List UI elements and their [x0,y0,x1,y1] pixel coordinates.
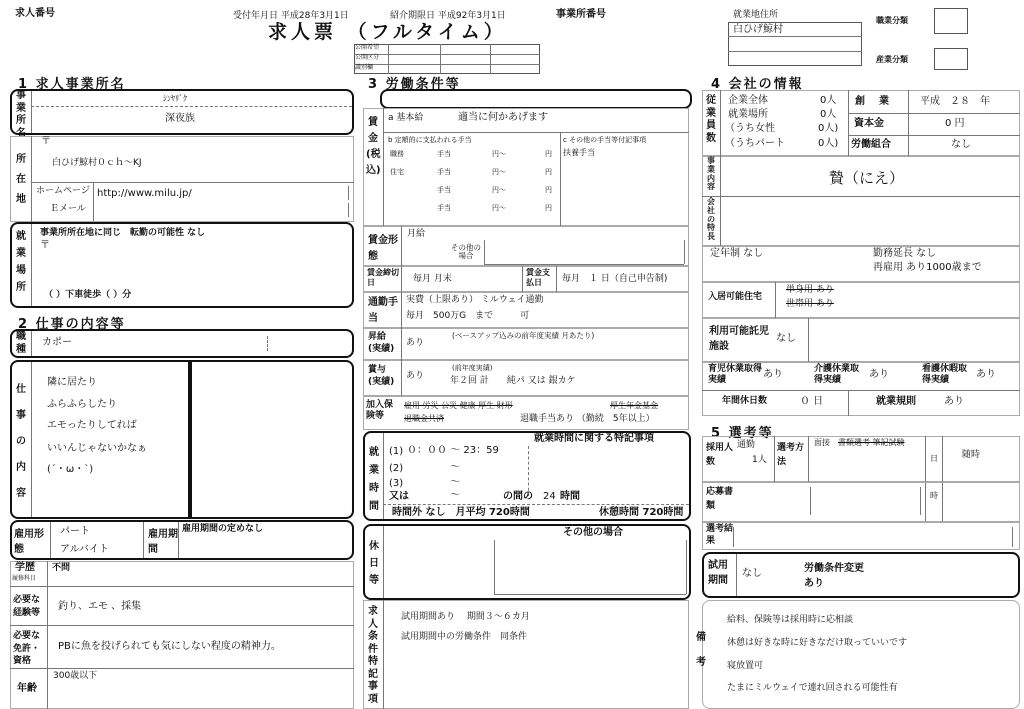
job-content-line: エモったりしてれば [47,420,137,431]
raise-note: (ベースアップ込みの前年度実績 月あたり) [452,331,595,340]
license-label: 必要な免許・資格 [13,631,41,667]
bonus-label: 賞与(実績) [368,365,395,387]
business-label: 事業内容 [707,156,715,192]
job-class-box [934,8,968,34]
employees-row-label: 就業場所 [728,109,768,120]
trial-period-label: 試用期間 [708,560,728,586]
work-address-label: 就業地住所 [733,10,779,20]
homepage-label: ホームページ [36,186,90,196]
employment-type-2: アルバイト [60,544,109,555]
hours-3-label: (3) [389,478,404,489]
union-label: 労働組合 [851,139,891,150]
founded-label: 創業 [855,96,903,107]
remarks-line: 給料、保険等は採用時に応相談 [727,615,854,625]
insurance-mutual-aid: 退職金共済 [404,414,444,423]
section-3-top-box [380,89,692,109]
pay-date: 毎月 １ 日（自己申告制) [562,274,668,284]
allowance-unit: 円～ [492,150,506,158]
workplace-access: （ ）下車徒歩（ ）分 [44,290,132,300]
job-content-line: いいんじゃないかなぁ [47,443,147,454]
nursing-leave-label: 介護休業取得実績 [814,364,860,385]
allowance-unit: 円～ [492,204,506,212]
wage-box [363,108,689,226]
office-number-label: 事業所番号 [556,9,606,20]
business: 贄（にえ） [829,169,905,187]
allowance-yen: 円 [545,186,552,194]
workplace-postal: 〒 [40,240,50,251]
holiday-box [363,524,691,600]
overtime: 時間外 なし 月平均 720時間 [392,507,530,518]
break-time: 休憩時間 720時間 [599,507,684,518]
result-box [702,522,1020,550]
other-allowance-label: c その他の手当等付記事項 [563,136,647,144]
industry-class-box [934,48,968,70]
anytime: 随時 [962,450,981,460]
allowance-label: 手当 [437,168,451,176]
office-name-label: 事業所名 [16,90,26,139]
job-content-line: 隣に居たり [47,377,97,388]
housing-label: 入居可能住宅 [708,292,763,302]
allowance-unit: 円～ [492,186,506,194]
allowance-label: 手当 [437,204,451,212]
workplace-label: 就業場所 [16,231,26,293]
office-name: 深夜族 [165,113,195,124]
holiday-other-label: その他の場合 [563,527,623,538]
office-name-kana: ｼﾝﾔﾘﾞｸ [163,94,187,103]
hours-or-label: 又は [389,491,409,502]
allowance-label: 手当 [437,150,451,158]
notes-line: 試用期間あり 期間３～６カ月 [401,612,530,622]
email-label: Ｅメール [50,204,86,214]
employees-row-value: 0人 [820,95,837,106]
raise: あり [406,338,425,348]
application-box [702,482,1020,522]
working-hours-label: 就業時間 [369,447,379,512]
age-label: 年齢 [17,683,37,694]
industry-class-label: 産業分類 [876,55,908,64]
allowance-yen: 円 [545,204,552,212]
employment-type-label: 雇用形態 [14,529,44,555]
time-label: 時 [930,491,938,500]
hours-unit: 時間 [560,491,580,502]
hours-between-label: の間の [503,491,533,502]
pay-date-label: 賃金支払日 [526,268,550,287]
care-leave-label: 看護休暇取得実績 [922,364,968,385]
hours-between: 24 [543,491,556,502]
employment-type-1: パート [60,526,90,537]
remarks-line: 寝放置可 [727,661,764,671]
childcare-leave-label: 育児休業取得実績 [708,364,763,385]
fixed-allowance-label: b 定額的に支払われる手当 [388,136,472,144]
public-label-1: 公開希望 [355,44,380,51]
experience: 釣り、エモ 、採集 [58,601,142,612]
employees-row-value: 0人 [820,109,837,120]
office-postal: 〒 [41,136,51,147]
capital-label: 資本金 [854,118,884,129]
hours-special-label: 就業時間に関する特記事項 [534,433,654,444]
allowance-yen: 円 [545,168,552,176]
retirement-age: 定年制 なし [710,248,764,259]
allowance-label: 手当 [437,186,451,194]
employees-row-value: 0人) [818,123,839,134]
notes-line: 試用期間中の労働条件 同条件 [401,632,528,642]
selection-method-struck: 書類選考 筆記試験 [838,438,905,447]
hours-3-tilde: ～ [450,477,460,488]
education-label: 学歴 [15,562,35,573]
childcare-leave: あり [763,369,783,380]
hire-count: 1人 [752,455,767,465]
base-salary-label: a 基本給 [388,113,424,123]
page-title: 求人票 （フルタイム） [268,21,507,43]
wage-form: 月給 [407,229,426,239]
employment-period-label: 雇用期間 [148,529,178,555]
closing-date-label: 賃金締切日 [367,268,399,287]
commute-line-2: 毎月 500万G まで 可 [406,311,530,321]
union: なし [951,139,971,150]
section-5-title: 5 選考等 [711,426,774,441]
occupation: カポー [42,337,72,348]
other-allowance: 扶養手当 [563,148,595,157]
trial-condition-change: 労働条件変更あり [804,563,864,589]
experience-label: 必要な経験等 [13,595,41,618]
wage-form-label: 賃金形態 [368,235,398,262]
license: PBに魚を投げられても気にしない程度の精神力。 [58,641,281,652]
remarks-label: 備考 [696,632,706,668]
allowance-row-name: 住宅 [390,168,404,176]
housing-family: 世帯用 あり [786,299,834,309]
childcare-label: 利用可能託児施設 [709,326,769,352]
annual-holidays-label: 年間休日数 [722,396,768,406]
intro-limit-date: 紹介期限日 平成92年3月1日 [390,11,506,21]
office-address: 白ひげ鯨村０ｃｈ～KJ [52,158,142,168]
selection-result-label: 選考結果 [706,524,734,547]
care-leave: あり [976,369,996,380]
remarks-line: 休憩は好きな時に好きなだけ取っていいです [727,638,908,648]
closing-date: 毎月 月末 [413,274,452,284]
requirements-box [10,561,354,709]
employment-period: 雇用期間の定めなし [182,524,264,534]
commute-label: 通勤手当 [368,297,398,324]
company-feature-label: 会社の特長 [707,197,715,242]
wage-label: 賃金(税込) [366,117,381,176]
hours-or-tilde: ～ [450,490,460,501]
day-label: 日 [930,454,938,463]
insurance-pension-fund: 厚生年金基金 [610,401,658,410]
work-address: 白ひげ鯨村 [733,24,783,35]
rehire: 再雇用 あり1000歳まで [873,262,982,273]
holiday-label: 休日等 [369,541,379,586]
public-box [354,44,540,74]
hours-2-tilde: ～ [450,462,460,473]
hours-1-label: (1) [389,446,404,457]
job-content-line: (´・ω・`) [47,464,94,475]
base-salary: 適当に何かあげます [458,112,548,123]
employees-row-value: 0人) [818,138,839,149]
section-1-title: 1 求人事業所名 [18,77,126,92]
hours-2-label: (2) [389,463,404,474]
section-2-title: 2 仕事の内容等 [18,317,126,332]
work-rules-label: 就業規則 [876,396,916,407]
allowance-unit: 円～ [492,168,506,176]
section-4-title: 4 会社の情報 [711,77,804,92]
insurance-label: 加入保険等 [366,400,394,421]
selection-method: 面接 [814,438,830,447]
employees-row-label: 企業全体 [728,95,768,106]
education: 不問 [52,563,71,573]
office-address-label: 所在地 [16,154,26,205]
employees-label: 従業員数 [706,95,716,144]
insurance-options: 雇用 労災 公災 健康 厚生 財形 [404,401,513,410]
job-content-label: 仕事の内容 [16,384,26,499]
work-extension: 勤務延長 なし [873,248,937,259]
hire-count-label: 採用人数 [706,443,734,468]
notes-label: 求人条件特記事項 [368,606,378,705]
childcare: なし [776,333,796,344]
employees-row-label: （うちパート [725,138,785,149]
occupation-label: 職種 [16,331,26,355]
housing-single: 単身用 あり [786,285,834,295]
bonus-detail: 年２回 計 純パ 又は 銀カケ [450,376,576,386]
employees-row-label: （うち女性 [725,123,775,134]
allowance-yen: 円 [545,150,552,158]
public-label-2: 公開区分 [355,54,380,61]
hire-type: 通勤 [737,440,756,450]
education-sub-label: 履修科目 [12,575,37,582]
hours-1: ０：００ ～ 23：59 [407,445,499,456]
homepage-link[interactable]: http://www.milu.jp/ [97,188,192,199]
age: 300歳以下 [53,671,98,681]
capital: 0 円 [945,118,965,129]
public-label-3: 識別欄 [355,64,374,71]
workplace-same: 事業所所在地に同じ 転勤の可能性 なし [40,228,206,238]
allowance-row-name: 職務 [390,150,404,158]
job-content-line: ふらふらしたり [47,399,117,410]
application-docs-label: 応募書類 [706,487,734,512]
selection-method-label: 選考方法 [777,443,805,468]
annual-holidays: ０ 日 [800,396,824,407]
job-class-label: 職業分類 [876,16,908,25]
trial-period: なし [742,568,762,579]
received-date: 受付年月日 平成28年3月1日 [233,11,349,21]
bonus: あり [406,371,425,381]
raise-label: 昇給(実績) [368,332,395,354]
founded: 平成 ２８ 年 [920,96,990,107]
commute-line-1: 実費（上限あり） ミルウェイ通勤 [406,295,544,305]
nursing-leave: あり [869,369,889,380]
job-number-label: 求人番号 [15,8,55,19]
retirement-allowance: 退職手当あり （勤続 5年以上） [520,414,655,424]
wage-form-other-label: その他の場合 [451,243,481,261]
section-3-title: 3 労働条件等 [368,77,461,92]
bonus-note: (前年度実績) [452,364,493,372]
remarks-line: たまにミルウェイで連れ回される可能性有 [727,683,898,693]
work-rules: あり [944,396,964,407]
